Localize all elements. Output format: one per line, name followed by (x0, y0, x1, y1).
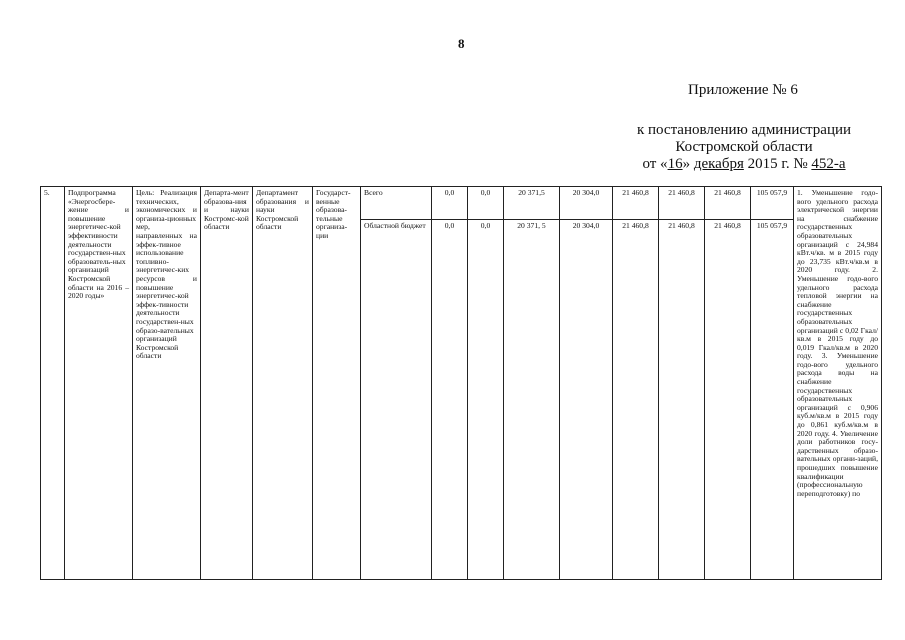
subprogram-goal: Цель: Реализация технических, экономических и организа-ционных мер, направленных на эффек-тивное использование топливно-энергетичес-ких ресурсов и повышение энергетичес-кой эффек-тивности деятельности государствен-ных образо-вательных организаций Костромской области (133, 187, 201, 580)
funding-source: Всего (361, 187, 432, 220)
funding-value: 21 460,8 (613, 187, 659, 220)
decree-year: 2015 г. № (743, 156, 812, 172)
decree-day: 16 (667, 156, 683, 172)
funding-value: 21 460,8 (659, 220, 705, 580)
decree-number: 452-а (811, 156, 846, 172)
funding-total: 105 057,9 (751, 187, 794, 220)
subprogram-name: Подпрограмма «Энергосбере-жение и повышение энергетичес-кой эффективности деятельности государствен-ных образователь-ных организаций Костромской области на 2016 – 2020 годы» (65, 187, 133, 580)
decree-line-2: Костромской области (675, 139, 813, 155)
funding-value: 21 460,8 (613, 220, 659, 580)
coordinator: Департа-мент образова-ния и науки Костромс-кой области (201, 187, 253, 580)
funding-source: Областной бюджет (361, 220, 432, 580)
funding-total: 105 057,9 (751, 220, 794, 580)
funding-value: 21 460,8 (705, 220, 751, 580)
expected-results: 1. Уменьшение годо-вого удельного расхода электрической энергии на снабжение государственных образовательных организаций с 24,984 кВт.ч/кв. м в 2015 году до 23,735 кВт.ч/кв.м в 2020 году. 2. Уменьшение годо-вого удельного расхода тепловой энергии на снабжение государственных образовательных организаций с 0,02 Гкал/кв.м в 2015 году до 0,019 Гкал/кв.м в 2020 году. 3. Уменьшение годо-вого удельного расхода воды на снабжение государственных образовательных организаций с 0,906 куб.м/кв.м в 2015 году до 0,861 куб.м/кв.м в 2020 году. 4. Увеличение доли работников госу-дарственных образо-вательных органи-заций, прошедших повышение квалификации (профессиональную переподготовку) по (794, 187, 882, 580)
row-number: 5. (41, 187, 65, 580)
funding-value: 20 304,0 (560, 220, 613, 580)
executor: Департамент образования и науки Костромской области (253, 187, 313, 580)
table-row-total (41, 187, 882, 220)
funding-value: 0,0 (468, 187, 504, 220)
decree-reference (605, 122, 883, 173)
funding-value: 20 371, 5 (504, 220, 560, 580)
decree-line-1: к постановлению администрации (636, 122, 852, 138)
funding-value: 21 460,8 (705, 187, 751, 220)
decree-month: декабря (693, 156, 744, 172)
funding-value: 0,0 (468, 220, 504, 580)
funding-value: 20 304,0 (560, 187, 613, 220)
decree-mid: » (682, 156, 694, 172)
page-number: 8 (458, 36, 465, 51)
funding-value: 0,0 (432, 220, 468, 580)
funding-value: 0,0 (432, 187, 468, 220)
funding-value: 20 371,5 (504, 187, 560, 220)
decree-line-3 (605, 156, 883, 173)
program-table (40, 186, 882, 580)
funding-value: 21 460,8 (659, 187, 705, 220)
appendix-title: Приложение № 6 (688, 82, 798, 98)
participants: Государст-венные образова-тельные организа-ции (313, 187, 361, 580)
decree-from: от « (642, 156, 668, 172)
